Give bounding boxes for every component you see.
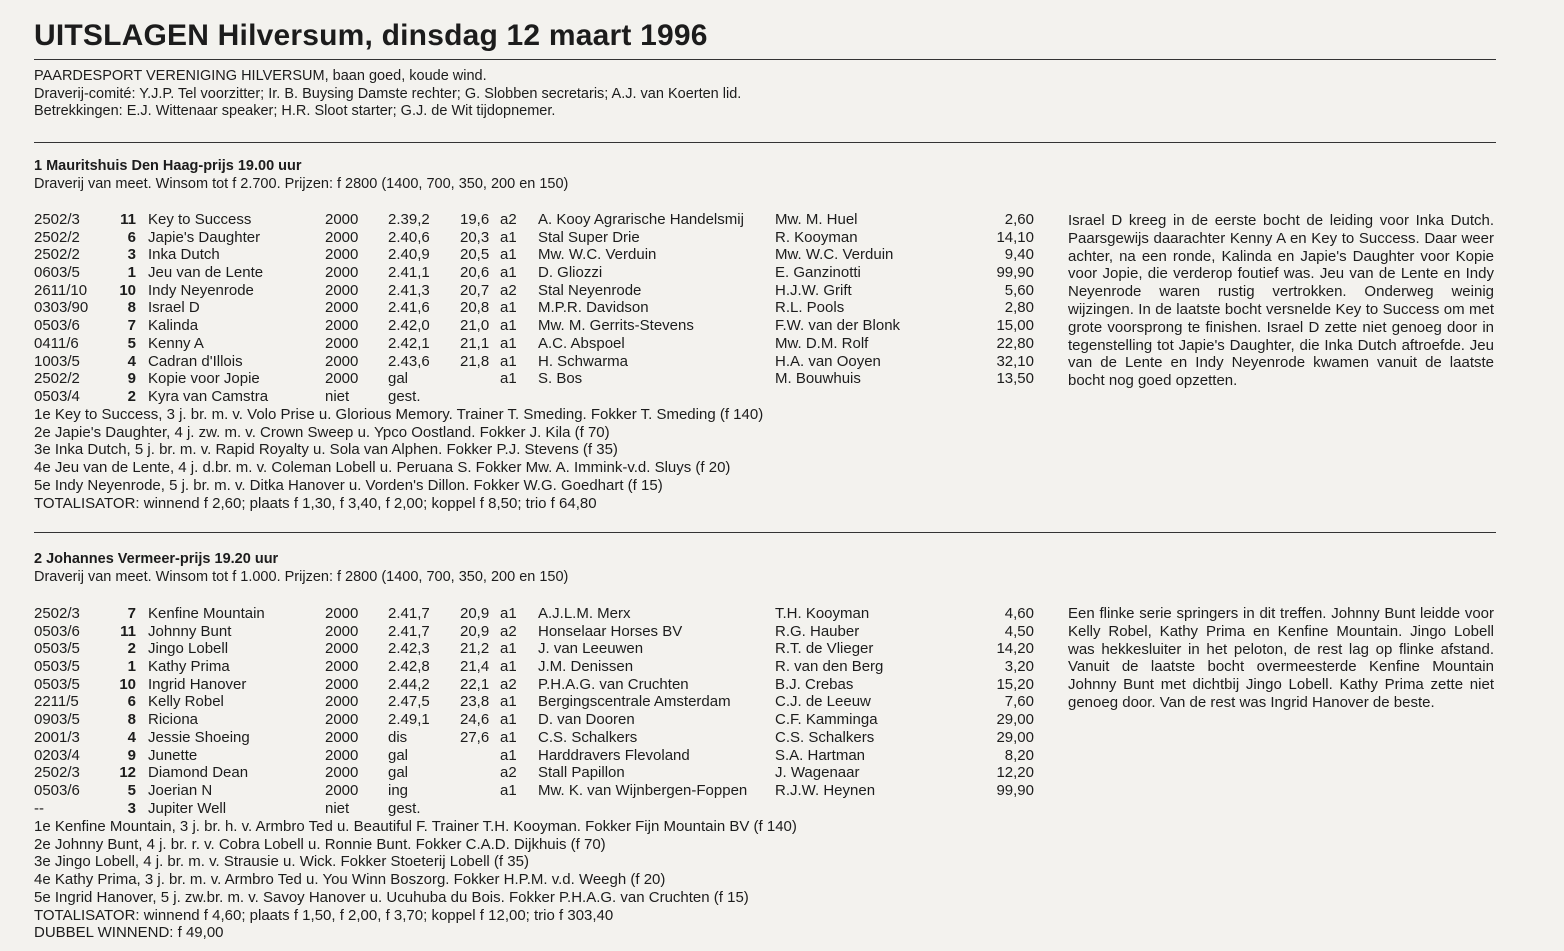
horse-number: 6 [127,228,136,246]
distance: 2000 [325,605,359,622]
race-2-header [34,551,568,586]
horse-number: 8 [127,711,136,729]
driver: B.J. Crebas [775,675,854,693]
start-code: 2502/3 [34,211,80,228]
odds: 5,60 [1004,281,1034,299]
result-note: 2e Johnny Bunt, 4 j. br. r. v. Cobra Lobell u. Ronnie Bunt. Fokker C.A.D. Dijkhuis (f 70) [34,835,606,853]
owner: Honselaar Horses BV [538,622,683,640]
race-2-results [34,605,1034,817]
horse-name: Kathy Prima [148,658,230,676]
driver: R. van den Berg [775,658,884,676]
odds: 14,20 [996,640,1034,658]
start-code: 0503/6 [34,317,80,335]
distance: 2000 [325,693,359,711]
start-code: 0503/4 [34,387,80,405]
horse-name: Japie's Daughter [148,228,261,246]
km-time: 20,5 [460,246,490,264]
finish-time: 2.44,2 [388,675,430,693]
header-line: Betrekkingen: E.J. Wittenaar speaker; H.R. Sloot starter; G.J. de Wit tijdopnemer. [34,103,556,119]
km-time: 20,6 [460,264,490,282]
horse-number: 8 [127,299,136,317]
table-row [34,640,1034,658]
section-rule [34,532,1496,533]
finish-time: 2.40,6 [388,228,430,246]
result-note: 5e Ingrid Hanover, 5 j. zw.br. m. v. Savoy Hanover u. Ucuhuba du Bois. Fokker P.H.A.G. van Cruchten (f 15) [34,888,749,906]
driver: C.F. Kamminga [775,711,878,729]
horse-number: 12 [119,764,136,782]
horse-number: 2 [127,387,136,405]
distance: 2000 [325,675,359,693]
km-time: 21,8 [460,352,490,370]
start-code: 0203/4 [34,746,80,764]
horse-number: 2 [127,640,136,658]
horse-number: 4 [127,728,136,746]
owner: D. Gliozzi [538,264,603,282]
driver: R.L. Pools [775,299,845,317]
start-position: a1 [500,264,517,282]
owner: A.C. Abspoel [538,334,625,352]
horse-name: Indy Neyenrode [148,281,254,299]
odds: 13,50 [996,370,1034,388]
owner: Stal Super Drie [538,228,640,246]
start-code: 0411/6 [34,334,79,352]
finish-time: dis [388,728,408,746]
result-note: 2e Japie's Daughter, 4 j. zw. m. v. Crown Sweep u. Ypco Oostland. Fokker J. Kila (f 70) [34,423,610,441]
start-position: a2 [500,764,517,782]
owner: Harddravers Flevoland [538,746,690,764]
finish-time: 2.42,3 [388,640,430,658]
owner: Bergingscentrale Amsterdam [538,693,731,711]
horse-number: 3 [127,246,136,264]
distance: 2000 [325,264,359,282]
table-row [34,264,1034,282]
horse-name: Cadran d'Illois [148,352,243,370]
owner: Stall Papillon [538,764,625,782]
finish-time: 2.41,1 [388,264,430,282]
header-line: PAARDESPORT VERENIGING HILVERSUM, baan goed, koude wind. [34,68,487,84]
finish-time: 2.41,7 [388,605,430,622]
km-time: 27,6 [460,728,490,746]
driver: H.A. van Ooyen [775,352,881,370]
finish-time: gal [388,746,409,764]
race-conditions: Draverij van meet. Winsom tot f 1.000. Prijzen: f 2800 (1400, 700, 350, 200 en 150) [34,568,569,585]
finish-time: 2.41,6 [388,299,430,317]
km-time: 20,8 [460,299,490,317]
horse-name: Riciona [148,711,199,729]
owner: Mw. M. Gerrits-Stevens [538,317,694,335]
horse-number: 3 [127,799,136,817]
driver: R.J.W. Heynen [775,781,876,799]
distance: niet [325,799,350,817]
start-position: a2 [500,281,517,299]
finish-time: 2.42,0 [388,317,430,335]
start-code: 2502/3 [34,764,80,782]
result-note: DUBBEL WINNEND: f 49,00 [34,924,224,942]
owner: J.M. Denissen [538,658,634,676]
driver: C.S. Schalkers [775,728,875,746]
owner: D. van Dooren [538,711,635,729]
distance: niet [325,387,350,405]
horse-number: 9 [127,370,136,388]
distance: 2000 [325,728,359,746]
odds: 15,00 [996,317,1034,335]
start-code: 2502/2 [34,246,80,264]
start-position: a1 [500,334,517,352]
start-code: 2001/3 [34,728,80,746]
odds: 29,00 [996,728,1034,746]
distance: 2000 [325,228,359,246]
horse-name: Jingo Lobell [148,640,229,658]
meeting-header [34,68,741,121]
km-time: 24,6 [460,711,490,729]
table-row [34,211,1034,229]
table-row [34,388,1034,406]
driver: F.W. van der Blonk [775,317,901,335]
result-note: TOTALISATOR: winnend f 4,60; plaats f 1,50, f 2,00, f 3,70; koppel f 12,00; trio f 303,40 [34,906,614,924]
km-time: 20,7 [460,281,490,299]
driver: R.T. de Vlieger [775,640,874,658]
driver: M. Bouwhuis [775,370,861,388]
start-code: 0603/5 [34,264,80,282]
table-row [34,747,1034,765]
start-code: 0503/6 [34,622,80,640]
owner: M.P.R. Davidson [538,299,649,317]
start-position: a1 [500,352,517,370]
race-title: 1 Mauritshuis Den Haag-prijs 19.00 uur [34,158,302,174]
table-row [34,782,1034,800]
horse-name: Jupiter Well [148,799,227,817]
finish-time: 2.41,7 [388,622,430,640]
result-note: TOTALISATOR: winnend f 2,60; plaats f 1,30, f 3,40, f 2,00; koppel f 8,50; trio f 64,80 [34,494,597,512]
owner: H. Schwarma [538,352,629,370]
finish-time: 2.49,1 [388,711,430,729]
start-position: a1 [500,370,517,388]
section-rule [34,142,1496,143]
result-note: 4e Jeu van de Lente, 4 j. d.br. m. v. Coleman Lobell u. Peruana S. Fokker Mw. A. Immink-v.d. Sluys (f 20) [34,459,731,477]
horse-number: 10 [119,281,136,299]
table-row [34,623,1034,641]
start-code: 0903/5 [34,711,80,729]
odds: 8,20 [1004,746,1034,764]
start-code: 2502/2 [34,370,80,388]
result-note: 4e Kathy Prima, 3 j. br. m. v. Armbro Ted u. You Winn Boszorg. Fokker H.P.M. v.d. Weegh (f 20) [34,871,666,889]
table-row [34,729,1034,747]
driver: R.G. Hauber [775,622,860,640]
odds: 14,10 [996,228,1034,246]
start-position: a1 [500,299,517,317]
owner: C.S. Schalkers [538,728,638,746]
distance: 2000 [325,352,359,370]
start-position: a2 [500,622,517,640]
start-position: a2 [500,675,517,693]
horse-name: Kelly Robel [148,693,224,711]
odds: 22,80 [996,334,1034,352]
horse-number: 5 [127,781,136,799]
driver: Mw. W.C. Verduin [775,246,894,264]
km-time: 21,0 [460,317,490,335]
start-code: -- [34,799,44,817]
driver: H.J.W. Grift [775,281,852,299]
race-2-report: Een flinke serie springers in dit treffen. Johnny Bunt leidde voor Kelly Robel, Kathy Prima en Kenfine Mountain. Jingo Lobell was hekkesluiter in het peloton, de rest lag op flinke afstand. Vanuit de laatste bocht overmeesterde Kenfine Mountain Johnny Bunt met dichtbij Jingo Lobell. Kathy Prima zette niet genoeg door. Van de rest was Ingrid Hanover de beste. [1068,605,1494,711]
start-position: a1 [500,228,517,246]
owner: Mw. K. van Wijnbergen-Foppen [538,781,748,799]
start-position: a1 [500,746,517,764]
odds: 29,00 [996,711,1034,729]
owner: A. Kooy Agrarische Handelsmij [538,211,744,228]
start-code: 0503/5 [34,658,80,676]
table-row [34,282,1034,300]
start-code: 2502/2 [34,228,80,246]
distance: 2000 [325,317,359,335]
race-1-notes [34,406,763,512]
horse-name: Kyra van Camstra [148,387,269,405]
horse-number: 7 [127,317,136,335]
odds: 2,80 [1004,299,1034,317]
result-note: 1e Kenfine Mountain, 3 j. br. h. v. Armbro Ted u. Beautiful F. Trainer T.H. Kooyman. Fokker Fijn Mountain BV (f 140) [34,818,797,835]
horse-name: Kenfine Mountain [148,605,265,622]
horse-number: 1 [127,264,136,282]
driver: C.J. de Leeuw [775,693,871,711]
table-row [34,370,1034,388]
distance: 2000 [325,640,359,658]
km-time: 20,9 [460,605,490,622]
distance: 2000 [325,764,359,782]
start-code: 0303/90 [34,299,89,317]
race-title: 2 Johannes Vermeer-prijs 19.20 uur [34,551,279,567]
owner: J. van Leeuwen [538,640,644,658]
table-row [34,605,1034,623]
start-code: 2502/3 [34,605,80,622]
driver: S.A. Hartman [775,746,866,764]
km-time: 20,9 [460,622,490,640]
horse-number: 10 [119,675,136,693]
result-note: 1e Key to Success, 3 j. br. m. v. Volo Prise u. Glorious Memory. Trainer T. Smeding. Fokker T. Smeding (f 140) [34,406,764,423]
result-note: 5e Indy Neyenrode, 5 j. br. m. v. Ditka Hanover u. Vorden's Dillon. Fokker W.G. Goedhart (f 15) [34,476,663,494]
owner: Stal Neyenrode [538,281,642,299]
table-row [34,658,1034,676]
race-2-notes [34,818,797,942]
finish-time: 2.41,3 [388,281,430,299]
horse-number: 11 [120,211,136,228]
horse-name: Ingrid Hanover [148,675,247,693]
driver: T.H. Kooyman [775,605,870,622]
distance: 2000 [325,246,359,264]
race-conditions: Draverij van meet. Winsom tot f 2.700. Prijzen: f 2800 (1400, 700, 350, 200 en 150) [34,175,569,192]
km-time: 22,1 [460,675,490,693]
odds: 32,10 [996,352,1034,370]
start-position: a1 [500,728,517,746]
horse-name: Johnny Bunt [148,622,232,640]
horse-name: Kalinda [148,317,199,335]
owner: Mw. W.C. Verduin [538,246,657,264]
horse-number: 11 [120,622,136,640]
table-row [34,229,1034,247]
odds: 15,20 [996,675,1034,693]
finish-time: gest. [388,799,421,817]
title-rule [34,59,1496,60]
horse-name: Israel D [148,299,200,317]
odds: 2,60 [1004,211,1034,228]
odds: 3,20 [1004,658,1034,676]
distance: 2000 [325,334,359,352]
finish-time: 2.47,5 [388,693,430,711]
driver: Mw. M. Huel [775,211,858,228]
distance: 2000 [325,622,359,640]
distance: 2000 [325,299,359,317]
header-line: Draverij-comité: Y.J.P. Tel voorzitter; Ir. B. Buysing Damste rechter; G. Slobben secretaris; A.J. van Koerten lid. [34,85,742,102]
table-row [34,693,1034,711]
finish-time: gal [388,370,409,388]
race-1-header [34,158,568,193]
horse-name: Kopie voor Jopie [148,370,260,388]
finish-time: 2.42,8 [388,658,430,676]
finish-time: 2.40,9 [388,246,430,264]
horse-name: Inka Dutch [148,246,220,264]
driver: E. Ganzinotti [775,264,861,282]
start-position: a1 [500,640,517,658]
start-code: 2211/5 [34,693,79,711]
km-time: 23,8 [460,693,490,711]
distance: 2000 [325,781,359,799]
start-position: a1 [500,781,517,799]
result-note: 3e Inka Dutch, 5 j. br. m. v. Rapid Royalty u. Sola van Alphen. Fokker P.J. Stevens (f 35) [34,441,618,459]
race-1-report: Israel D kreeg in de eerste bocht de leiding voor Inka Dutch. Paarsgewijs daarachter Kenny A en Key to Success. Daar weer achter, na een ronde, Kalinda en Japie's Daughter voor Kopie voor Jopie, die verderop foutief was. Jeu van de Lente en Indy Neyenrode waren rustig vertrokken. Onderweg weinig wijzingen. In de laatste bocht versnelde Key to Success om met grote voorsprong te finishen. Israel D zette niet genoeg door in tegenstelling tot Japie's Daughter, die Inka Dutch aftroefde. Jeu van de Lente en Indy Neyenrode kwamen vanuit de laatste bocht nog goed opzetten. [1068,212,1494,390]
horse-name: Joerian N [148,781,213,799]
distance: 2000 [325,658,359,676]
start-code: 0503/5 [34,640,80,658]
distance: 2000 [325,211,359,228]
horse-number: 1 [127,658,136,676]
horse-number: 7 [127,605,136,622]
page-title: UITSLAGEN Hilversum, dinsdag 12 maart 1996 [34,19,708,52]
start-position: a1 [500,658,517,676]
distance: 2000 [325,746,359,764]
km-time: 19,6 [460,211,490,228]
odds: 9,40 [1004,246,1034,264]
driver: Mw. D.M. Rolf [775,334,869,352]
table-row [34,676,1034,694]
finish-time: 2.43,6 [388,352,430,370]
table-row [34,353,1034,371]
distance: 2000 [325,281,359,299]
finish-time: ing [388,781,409,799]
result-note: 3e Jingo Lobell, 4 j. br. m. v. Strausie u. Wick. Fokker Stoeterij Lobell (f 35) [34,853,529,871]
horse-name: Jessie Shoeing [148,728,250,746]
owner: P.H.A.G. van Cruchten [538,675,689,693]
table-row [34,317,1034,335]
table-row [34,764,1034,782]
horse-name: Jeu van de Lente [148,264,264,282]
finish-time: 2.39,2 [388,211,430,228]
horse-number: 4 [127,352,136,370]
odds: 99,90 [996,264,1034,282]
horse-number: 9 [127,746,136,764]
finish-time: 2.42,1 [388,334,430,352]
start-code: 2611/10 [34,281,88,299]
distance: 2000 [325,370,359,388]
km-time: 21,2 [460,640,490,658]
driver: R. Kooyman [775,228,858,246]
odds: 99,90 [996,781,1034,799]
start-code: 1003/5 [34,352,80,370]
race-1-results [34,211,1034,406]
start-position: a1 [500,317,517,335]
km-time: 20,3 [460,228,490,246]
table-row [34,335,1034,353]
horse-name: Junette [148,746,198,764]
start-code: 0503/6 [34,781,80,799]
table-row [34,800,1034,818]
owner: S. Bos [538,370,583,388]
distance: 2000 [325,711,359,729]
start-position: a1 [500,246,517,264]
driver: J. Wagenaar [775,764,860,782]
horse-name: Kenny A [148,334,204,352]
start-position: a1 [500,711,517,729]
table-row [34,299,1034,317]
start-code: 0503/5 [34,675,80,693]
table-row [34,246,1034,264]
odds: 12,20 [996,764,1034,782]
start-position: a1 [500,605,517,622]
horse-name: Diamond Dean [148,764,249,782]
odds: 7,60 [1004,693,1034,711]
odds: 4,50 [1004,622,1034,640]
odds: 4,60 [1004,605,1034,622]
km-time: 21,1 [460,334,490,352]
horse-name: Key to Success [148,211,252,228]
owner: A.J.L.M. Merx [538,605,631,622]
horse-number: 5 [127,334,136,352]
start-position: a1 [500,693,517,711]
start-position: a2 [500,211,517,228]
table-row [34,711,1034,729]
finish-time: gal [388,764,409,782]
horse-number: 6 [127,693,136,711]
finish-time: gest. [388,387,421,405]
km-time: 21,4 [460,658,490,676]
